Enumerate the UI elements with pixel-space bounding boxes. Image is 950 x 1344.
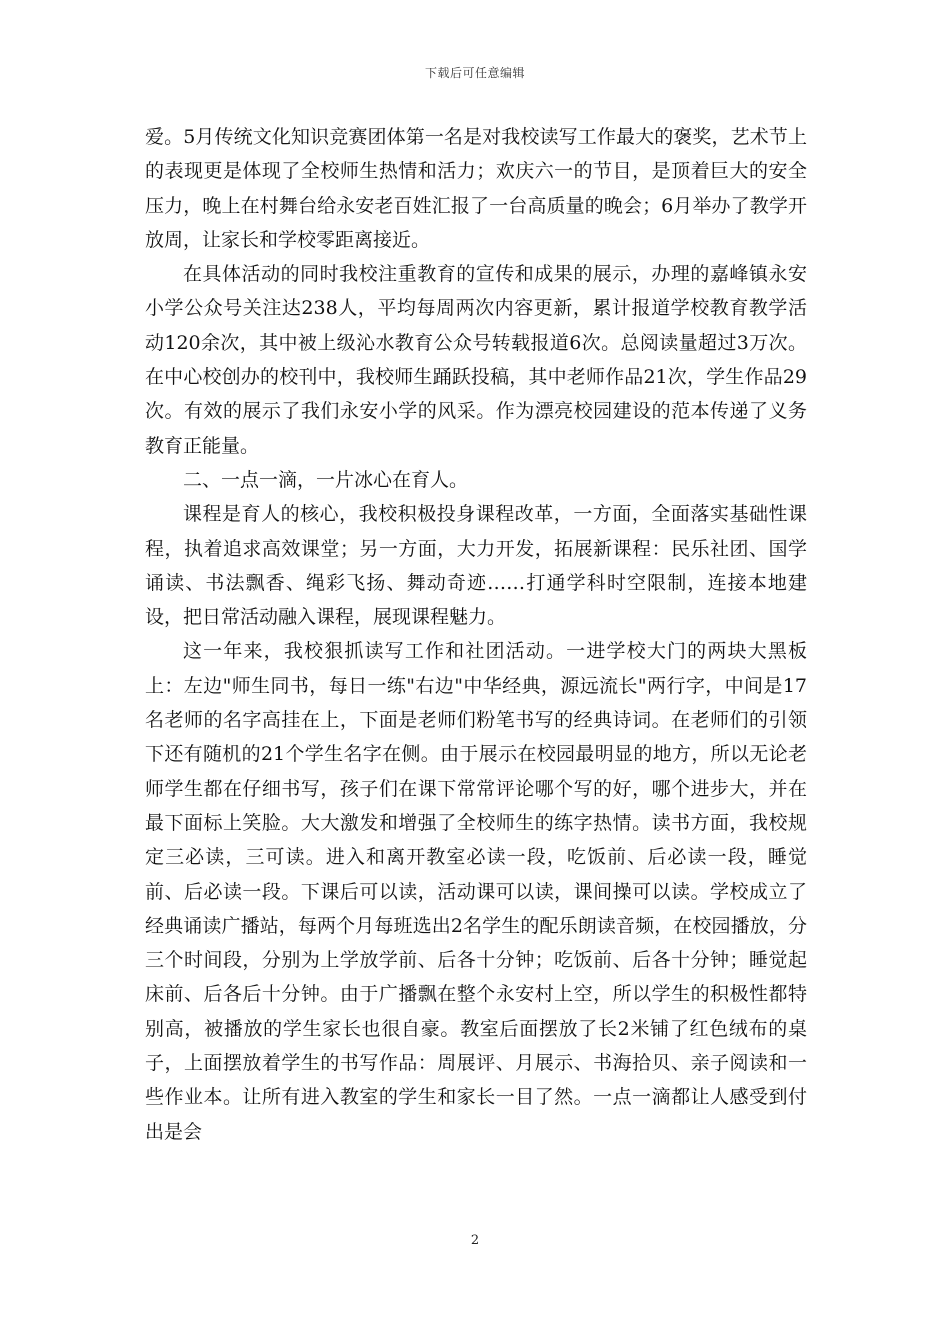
paragraph-reading-writing: 这一年来，我校狠抓读写工作和社团活动。一进学校大门的两块大黑板上：左边"师生同书，每日一练"右边"中华经典，源远流长"两行字，中间是17名老师的名字高挂在上，下面是老师们粉笔书写的经典诗词。在老师们的引领下还有随机的21个学生名字在侧。由于展示在校园最明显的地方，所以无论老师学生都在仔细书写，孩子们在课下常常评论哪个写的好，哪个进步大，并在最下面标上笑脸。大大激发和增强了全校师生的练字热情。读书方面，我校规定三必读，三可读。进入和离开教室必读一段，吃饭前、后必读一段，睡觉前、后必读一段。下课后可以读，活动课可以读，课间操可以读。学校成立了经典诵读广播站，每两个月每班选出2名学生的配乐朗读音频，在校园播放，分三个时间段，分别为上学放学前、后各十分钟；吃饭前、后各十分钟；睡觉起床前、后各后十分钟。由于广播飘在整个永安村上空，所以学生的积极性都特别高，被播放的学生家长也很自豪。教室后面摆放了长2米铺了红色绒布的桌子，上面摆放着学生的书写作品：周展评、月展示、书海拾贝、亲子阅读和一些作业本。让所有进入教室的学生和家长一目了然。一点一滴都让人感受到付出是会 xyxy=(145,640,807,1143)
paragraph-curriculum: 课程是育人的核心，我校积极投身课程改革，一方面，全面落实基础性课程，执着追求高效课堂；另一方面，大力开发，拓展新课程：民乐社团、国学诵读、书法飘香、绳彩飞扬、舞动奇迹……打通学科时空限制，连接本地建设，把日常活动融入课程，展现课程魅力。 xyxy=(145,503,807,629)
document-body xyxy=(145,120,807,1149)
paragraph-continuation: 爱。5月传统文化知识竞赛团体第一名是对我校读写工作最大的褒奖，艺术节上的表现更是体现了全校师生热情和活力；欢庆六一的节目，是顶着巨大的安全压力，晚上在村舞台给永安老百姓汇报了一台高质量的晚会；6月举办了教学开放周，让家长和学校零距离接近。 xyxy=(145,126,807,251)
section-heading: 二、一点一滴，一片冰心在育人。 xyxy=(183,468,469,491)
paragraph-publicity: 在具体活动的同时我校注重教育的宣传和成果的展示，办理的嘉峰镇永安小学公众号关注达238人，平均每周两次内容更新，累计报道学校教育教学活动120余次，其中被上级沁水教育公众号转载报道6次。总阅读量超过3万次。在中心校创办的校刊中，我校师生踊跃投稿，其中老师作品21次，学生作品29次。有效的展示了我们永安小学的风采。作为漂亮校园建设的范本传递了义务教育正能量。 xyxy=(145,263,807,457)
page-header: 下载后可任意编辑 xyxy=(424,66,525,80)
page-number: 2 xyxy=(470,1233,480,1248)
